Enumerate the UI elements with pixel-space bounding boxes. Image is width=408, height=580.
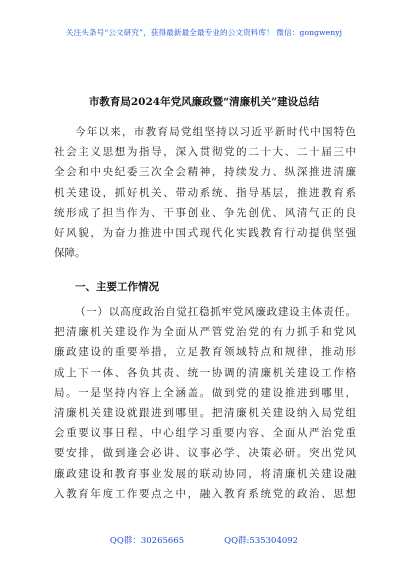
section-paragraph — [54, 302, 356, 504]
document-title: 市教育局2024年党风廉政暨“清廉机关”建设总结 — [88, 96, 320, 108]
section-line: 要安排，做到逢会必讲、议事必学、决策必研。突出党风 — [54, 447, 356, 460]
intro-line: 机关建设，抓好机关、带动系统、指导基层，推进教育系 — [54, 186, 356, 199]
section-line: 会重要议事日程、中心组学习重要内容、全面从严治党重 — [54, 427, 356, 440]
section-line: 成上下一体、各负其责、统一协调的清廉机关建设工作格 — [54, 366, 356, 379]
intro-paragraph — [54, 122, 356, 263]
section-line: 局。一是坚持内容上全涵盖。做到党的建设推进到哪里， — [54, 386, 356, 399]
section-line: 入教育年度工作要点之中，融入教育系统党的政治、思想 — [54, 487, 356, 500]
footer-qq-group-1: QQ群：30265665 — [109, 536, 185, 546]
section-line: 把清廉机关建设作为全面从严管党治党的有力抓手和党风 — [54, 326, 356, 339]
footer-qq-group-2: QQ群:535304092 — [224, 536, 299, 546]
intro-line: 社会主义思想为指导，深入贯彻党的二十大、二十届三中 — [54, 146, 356, 159]
section-line: 廉政建设和教育事业发展的联动协同，将清廉机关建设融 — [54, 467, 356, 480]
footer-contact — [0, 534, 408, 546]
intro-line: 统形成了担当作为、干事创业、争先创优、风清气正的良 — [54, 206, 356, 219]
header-promo-note: 关注头条号“公文研究”，获得最新最全最专业的公文资料库！ 微信：gongwenyj — [65, 28, 343, 37]
intro-line: 好风貌，为奋力推进中国式现代化实践教育行动提供坚强 — [54, 226, 356, 239]
section-line: （一）以高度政治自觉扛稳抓牢党风廉政建设主体责任。 — [75, 306, 356, 318]
section-line: 廉政建设的重要举措，立足教育领域特点和规律，推动形 — [54, 346, 356, 359]
intro-line: 今年以来，市教育局党组坚持以习近平新时代中国特色 — [75, 126, 356, 138]
section-heading: 一、主要工作情况 — [75, 281, 159, 293]
intro-line: 保障。 — [54, 247, 86, 260]
section-line: 清廉机关建设就跟进到哪里。把清廉机关建设纳入局党组 — [54, 406, 356, 419]
intro-line: 全会和中央纪委三次全会精神，持续发力、纵深推进清廉 — [54, 166, 356, 179]
